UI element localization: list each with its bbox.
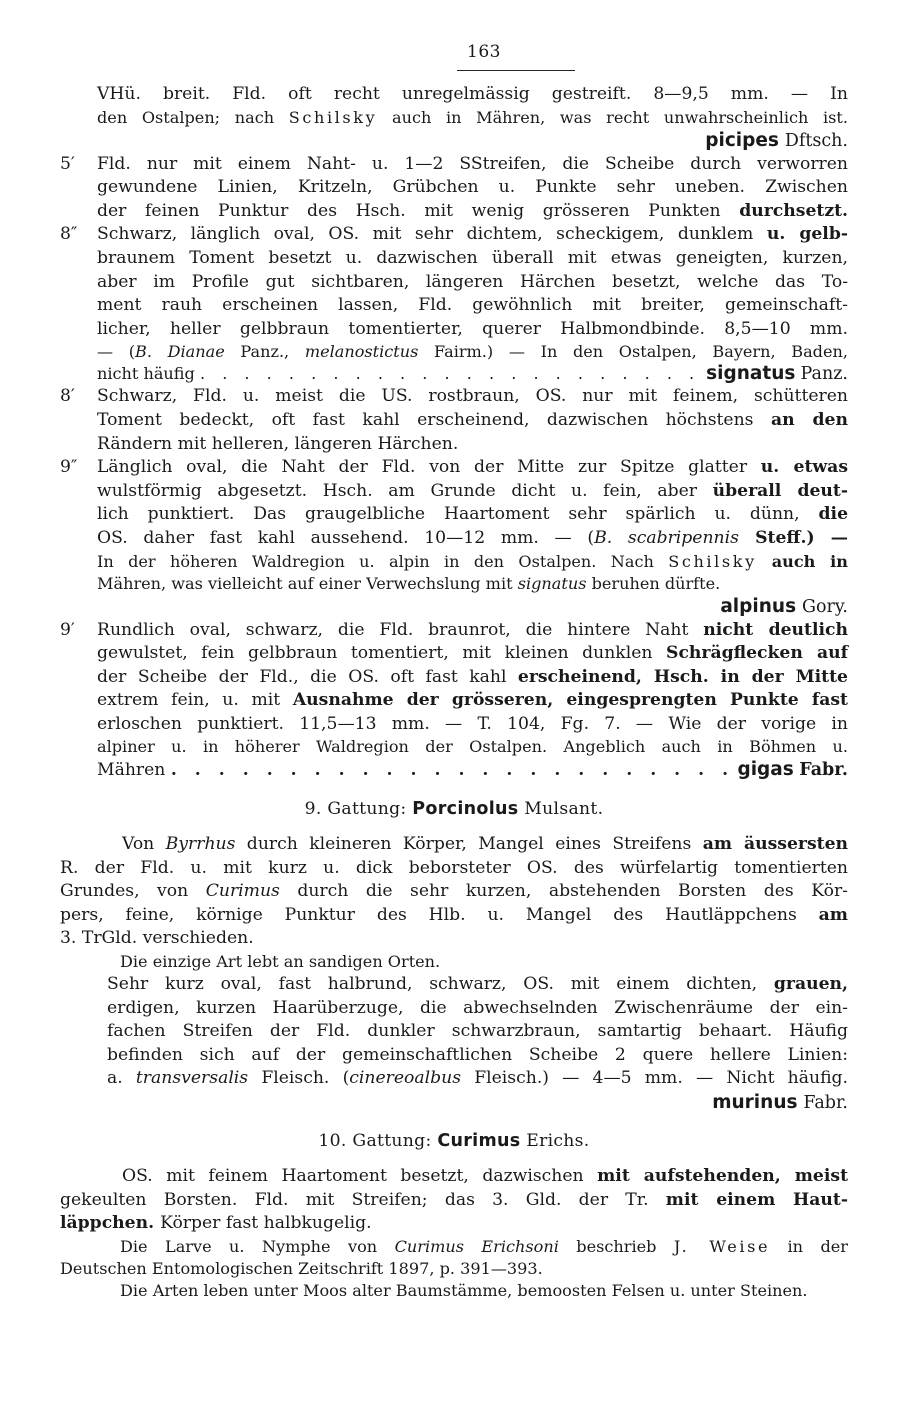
text-span-bold: u. gelb- bbox=[766, 224, 848, 245]
text-span: Länglich oval, die Naht der Fld. von der Mitte zur Spitze glatter bbox=[97, 457, 761, 478]
text-span: der Scheibe der Fld., die OS. oft fast kahl bbox=[97, 666, 518, 687]
text-span-bold: überall deut- bbox=[712, 480, 848, 501]
text-span: den Ostalpen; nach bbox=[97, 107, 289, 127]
text-span: a. bbox=[107, 1068, 136, 1089]
text-line: alpiner u. in höherer Waldregion der Ostalpen. Angeblich auch in Böhmen u. bbox=[97, 737, 848, 757]
text-span: nicht häufig bbox=[97, 364, 195, 384]
species-line bbox=[97, 129, 848, 153]
text-span: Von bbox=[122, 834, 166, 855]
text-line: Die einzige Art lebt an sandigen Orten. bbox=[120, 952, 441, 972]
text-line bbox=[107, 973, 848, 997]
dot-leader bbox=[200, 363, 701, 385]
text-span-bold: mit aufstehenden, meist bbox=[597, 1166, 849, 1186]
text-span: OS. daher fast kahl aussehend. 10—12 mm. — ( bbox=[97, 527, 595, 548]
text-line: erloschen punktiert. 11,5—13 mm. — T. 104, Fg. 7. — Wie der vorige in bbox=[97, 713, 848, 734]
text-line bbox=[97, 642, 848, 666]
text-line bbox=[60, 1212, 848, 1236]
text-span: der feinen Punktur des Hsch. mit wenig grösseren Punkten bbox=[97, 200, 740, 221]
text-span: Fairm.) — In den Ostalpen, Bayern, Baden, bbox=[418, 342, 848, 362]
couplet-number: 9′ bbox=[60, 619, 75, 640]
text-span: Die Larve u. Nymphe von bbox=[120, 1236, 395, 1256]
species-line bbox=[97, 758, 848, 783]
text-span: durch die sehr kurzen, abstehenden Borsten des Kör- bbox=[279, 881, 848, 902]
text-line: erdigen, kurzen Haarüberzuge, die abwechselnden Zwischenräume der ein- bbox=[107, 997, 848, 1018]
text-span: OS. mit feinem Haartoment besetzt, dazwischen bbox=[122, 1166, 598, 1186]
text-span: beruhen dürfte. bbox=[586, 573, 721, 593]
text-line bbox=[60, 1189, 848, 1213]
text-line bbox=[97, 551, 848, 573]
species-author: Fabr. bbox=[799, 760, 848, 781]
species-author: Dftsch. bbox=[784, 130, 848, 151]
text-span: — ( bbox=[97, 342, 136, 362]
author-name: J. Weise bbox=[673, 1236, 771, 1256]
text-line bbox=[107, 1067, 848, 1091]
text-span: Sehr kurz oval, fast halbrund, schwarz, OS. mit einem dichten, bbox=[107, 974, 774, 995]
couplet-8b bbox=[60, 385, 848, 456]
genus-reference: Curimus bbox=[205, 881, 280, 902]
species-name: signatus bbox=[706, 363, 796, 385]
text-span-bold: Schrägflecken auf bbox=[666, 643, 848, 664]
text-span-bold: die bbox=[818, 504, 848, 525]
text-line: Deutschen Entomologischen Zeitschrift 1897, p. 391—393. bbox=[60, 1258, 543, 1278]
text-line: VHü. breit. Fld. oft recht unregelmässig gestreift. 8—9,5 mm. — In bbox=[97, 84, 848, 104]
species-name: gigas bbox=[737, 759, 794, 781]
text-span-bold: läppchen. bbox=[60, 1213, 161, 1234]
species-murinus-description bbox=[60, 973, 848, 1115]
text-span: gewulstet, fein gelbbraun tomentiert, mit kleinen dunklen bbox=[97, 643, 667, 664]
synonym: B. Dianae bbox=[135, 342, 225, 362]
text-span-bold: auch in bbox=[756, 551, 848, 571]
text-span-bold: nicht deutlich bbox=[703, 619, 848, 640]
text-span-bold: Ausnahme der grösseren, eingesprengten Punkte fast bbox=[292, 690, 848, 711]
couplet-9a bbox=[60, 456, 848, 618]
text-line: R. der Fld. u. mit kurz u. dick beborsteter OS. des würfelartig tomentierten bbox=[60, 857, 848, 878]
text-line: gewundene Linien, Kritzeln, Grübchen u. Punkte sehr uneben. Zwischen bbox=[97, 177, 848, 198]
genus-reference: Byrrhus bbox=[165, 834, 236, 855]
text-line: ment rauh erscheinen lassen, Fld. gewöhnlich mit breiter, gemeinschaft- bbox=[97, 295, 848, 316]
text-line: Fld. nur mit einem Naht- u. 1—2 SStreifen, die Scheibe durch verworren bbox=[97, 153, 848, 174]
couplet-number: 9″ bbox=[60, 457, 78, 478]
text-span: gekeulten Borsten. Fld. mit Streifen; das 3. Gld. der Tr. bbox=[60, 1189, 666, 1210]
text-span-bold: an den bbox=[770, 409, 848, 430]
author-name: Schilsky bbox=[288, 107, 378, 127]
couplet-9b bbox=[60, 619, 848, 784]
species-reference: Curimus Erichsoni bbox=[394, 1236, 559, 1256]
text-span: pers, feine, körnige Punktur des Hlb. u. Mangel des Hautläppchens bbox=[60, 904, 819, 925]
text-span: in der bbox=[770, 1236, 848, 1256]
text-span-bold: grauen, bbox=[773, 974, 848, 995]
text-span: Mähren, was vielleicht auf einer Verwechslung mit bbox=[97, 573, 518, 593]
page-number: 163 bbox=[467, 42, 501, 62]
genus-author: Erichs. bbox=[520, 1131, 590, 1151]
text-line bbox=[60, 833, 848, 857]
text-span: extrem fein, u. mit bbox=[97, 690, 293, 711]
text-line bbox=[97, 527, 848, 551]
text-span: Schwarz, länglich oval, OS. mit sehr dichtem, scheckigem, dunklem bbox=[97, 224, 767, 245]
couplet-8a bbox=[60, 223, 848, 385]
text-span: wulstförmig abgesetzt. Hsch. am Grunde dicht u. fein, aber bbox=[97, 480, 713, 501]
text-line bbox=[97, 573, 848, 595]
text-line bbox=[97, 107, 848, 129]
genus-porcinolus-description bbox=[60, 833, 848, 973]
text-line bbox=[97, 480, 848, 504]
species-author: Fabr. bbox=[803, 1093, 848, 1113]
text-span: Grundes, von bbox=[60, 881, 206, 902]
couplet-number: 5′ bbox=[60, 153, 75, 174]
header-rule bbox=[457, 70, 575, 71]
species-name: murinus bbox=[712, 1092, 798, 1113]
couplet-number: 8″ bbox=[60, 224, 78, 245]
text-span: Fleisch.) — 4—5 mm. — Nicht häufig. bbox=[461, 1068, 848, 1089]
species-name: alpinus bbox=[720, 595, 797, 617]
text-line: aber im Profile gut sichtbaren, längeren Härchen besetzt, welche das To- bbox=[97, 271, 848, 292]
text-line: Schwarz, Fld. u. meist die US. rostbraun, OS. nur mit feinem, schütteren bbox=[97, 386, 848, 407]
variety-name: transversalis bbox=[135, 1068, 249, 1089]
text-span: beschrieb bbox=[558, 1236, 674, 1256]
text-span: auch in Mähren, was recht unwahrscheinlich ist. bbox=[377, 107, 848, 127]
text-line bbox=[97, 200, 848, 224]
text-span-bold: erscheinend, Hsch. in der Mitte bbox=[517, 666, 848, 687]
text-span-bold: mit einem Haut- bbox=[665, 1189, 848, 1210]
text-line: Rändern mit helleren, längeren Härchen. bbox=[97, 433, 459, 454]
couplet-number: 8′ bbox=[60, 386, 75, 407]
text-span: Fleisch. ( bbox=[248, 1068, 350, 1089]
text-line bbox=[60, 904, 848, 928]
synonym: melanostictus bbox=[304, 342, 419, 362]
text-span-bold: Steff.) — bbox=[738, 527, 848, 548]
text-line: licher, heller gelbbraun tomentierter, querer Halbmondbinde. 8,5—10 mm. bbox=[97, 318, 848, 339]
author-name: Schilsky bbox=[668, 551, 757, 571]
text-line: Die Arten leben unter Moos alter Baumstämme, bemoosten Felsen u. unter Steinen. bbox=[120, 1280, 808, 1300]
text-line bbox=[97, 223, 848, 247]
text-line bbox=[97, 619, 848, 643]
text-line bbox=[97, 456, 848, 480]
text-span-bold: durchsetzt. bbox=[739, 200, 848, 221]
text-line bbox=[97, 341, 848, 363]
text-line bbox=[60, 880, 848, 904]
text-line bbox=[97, 666, 848, 690]
genus-curimus-description bbox=[60, 1165, 848, 1302]
species-author: Gory. bbox=[801, 596, 848, 617]
text-span: durch kleineren Körper, Mangel eines Streifens bbox=[235, 834, 703, 855]
text-span-bold: am bbox=[818, 904, 848, 925]
text-line bbox=[97, 689, 848, 713]
text-span: Rundlich oval, schwarz, die Fld. braunrot, die hintere Naht bbox=[97, 619, 704, 640]
text-span-bold: am äussersten bbox=[702, 834, 849, 855]
text-span: Körper fast halbkugelig. bbox=[160, 1213, 372, 1234]
genus-name: Porcinolus bbox=[412, 799, 519, 820]
text-line bbox=[60, 1165, 848, 1189]
genus-name: Curimus bbox=[437, 1131, 521, 1151]
genus-author: Mulsant. bbox=[518, 799, 604, 820]
text-line: braunem Toment besetzt u. dazwischen überall mit etwas geneigten, kurzen, bbox=[97, 247, 848, 268]
text-span: Toment bedeckt, oft fast kahl erscheinend, dazwischen höchstens bbox=[97, 409, 771, 430]
species-line bbox=[107, 1091, 848, 1115]
genus-heading-porcinolus bbox=[60, 799, 848, 819]
text-line: fachen Streifen der Fld. dunkler schwarzbraun, samtartig behaart. Häufig bbox=[107, 1021, 848, 1042]
dot-leader bbox=[171, 759, 732, 783]
synonym: cinereoalbus bbox=[349, 1068, 462, 1089]
genus-prefix: 10. Gattung: bbox=[318, 1131, 438, 1151]
text-span: lich punktiert. Das graugelbliche Haartoment sehr spärlich u. dünn, bbox=[97, 504, 819, 525]
text-line bbox=[60, 1236, 848, 1258]
text-span-bold: u. etwas bbox=[760, 457, 848, 478]
text-line bbox=[97, 409, 848, 433]
text-span: Panz., bbox=[224, 342, 305, 362]
text-span: In der höheren Waldregion u. alpin in den Ostalpen. Nach bbox=[97, 551, 669, 571]
couplet-5b bbox=[60, 153, 848, 224]
genus-heading-curimus bbox=[60, 1131, 848, 1151]
text-line: befinden sich auf der gemeinschaftlichen Scheibe 2 quere hellere Linien: bbox=[107, 1044, 848, 1065]
text-span: Mähren bbox=[97, 760, 166, 781]
text-line: 3. TrGld. verschieden. bbox=[60, 928, 254, 949]
species-line bbox=[97, 363, 848, 385]
genus-prefix: 9. Gattung: bbox=[304, 799, 413, 820]
synonym: B. scabripennis bbox=[594, 527, 739, 548]
species-name: picipes bbox=[705, 129, 779, 151]
species-reference: signatus bbox=[517, 573, 587, 593]
species-author: Panz. bbox=[800, 364, 848, 385]
entry-picipes bbox=[60, 83, 848, 153]
species-line bbox=[97, 595, 848, 619]
text-line bbox=[97, 503, 848, 527]
